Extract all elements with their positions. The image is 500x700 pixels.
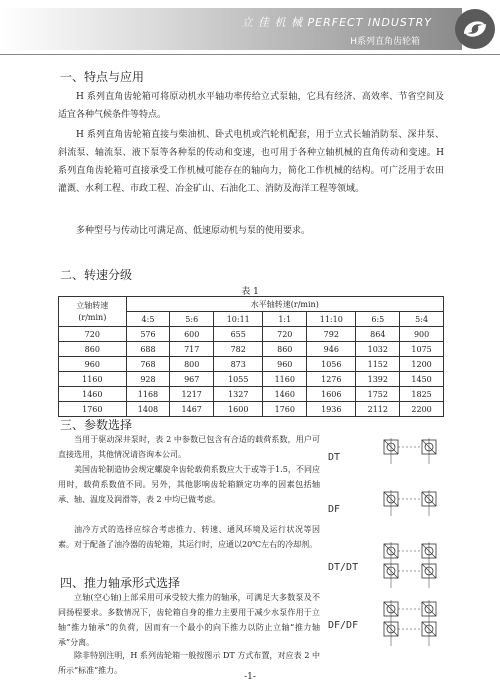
ratio-header-cell: 11:10	[307, 312, 356, 327]
horizontal-speed-cell: 576	[126, 327, 170, 342]
bearing-diagram-dt-dt	[328, 542, 436, 588]
horizontal-speed-cell: 1032	[356, 342, 400, 357]
horizontal-speed-cell: 1825	[400, 387, 444, 402]
company-logo-icon	[454, 8, 496, 50]
ratio-header-cell: 1:1	[263, 312, 307, 327]
horizontal-speed-cell: 864	[356, 327, 400, 342]
horizontal-speed-cell: 860	[263, 342, 307, 357]
table-header-horizontal-speed: 水平轴转速(r/min)	[126, 297, 443, 312]
diagram-label: DT/DT	[328, 562, 359, 573]
section-title-features: 一、特点与应用	[60, 70, 145, 84]
section-title-thrust-bearing: 四、推力轴承形式选择	[60, 576, 181, 590]
horizontal-speed-cell: 1217	[170, 387, 214, 402]
table-row	[59, 342, 444, 357]
horizontal-speed-cell: 900	[400, 327, 444, 342]
horizontal-speed-cell: 1055	[214, 372, 263, 387]
section-title-parameters: 三、参数选择	[60, 418, 133, 432]
table-row	[59, 402, 444, 417]
horizontal-speed-cell: 2112	[356, 402, 400, 417]
header-subtitle: H系列直角齿轮箱	[350, 37, 420, 47]
table-header-vertical-speed	[59, 297, 127, 327]
horizontal-speed-cell: 800	[170, 357, 214, 372]
horizontal-speed-cell: 946	[307, 342, 356, 357]
bearing-diagram-dt	[328, 438, 436, 464]
vertical-speed-cell: 860	[59, 342, 127, 357]
horizontal-speed-cell: 1408	[126, 402, 170, 417]
horizontal-speed-cell: 1600	[214, 402, 263, 417]
speed-table	[58, 296, 444, 417]
horizontal-speed-cell: 1467	[170, 402, 214, 417]
ratio-header-cell: 10:11	[214, 312, 263, 327]
ratio-header-cell: 4:5	[126, 312, 170, 327]
horizontal-speed-cell: 1752	[356, 387, 400, 402]
table-caption: 表 1	[241, 287, 259, 297]
horizontal-speed-cell: 1168	[126, 387, 170, 402]
horizontal-speed-cell: 1152	[356, 357, 400, 372]
vertical-speed-cell: 1160	[59, 372, 127, 387]
horizontal-speed-cell: 960	[263, 357, 307, 372]
horizontal-speed-cell: 1606	[307, 387, 356, 402]
vertical-speed-cell: 1760	[59, 402, 127, 417]
paragraph: 多种型号与传动比可满足高、低速原动机与泵的使用要求。	[76, 226, 311, 236]
horizontal-speed-cell: 688	[126, 342, 170, 357]
horizontal-speed-cell: 1056	[307, 357, 356, 372]
horizontal-speed-cell: 600	[170, 327, 214, 342]
horizontal-speed-cell: 768	[126, 357, 170, 372]
diagram-label: DF	[328, 504, 341, 515]
horizontal-speed-cell: 1160	[263, 372, 307, 387]
paragraph: H 系列直角齿轮箱可将原动机水平轴功率传给立式泵轴，它具有经济、高效率、节省空间及适宜各种气候条件等特点。	[58, 92, 444, 120]
page-header	[0, 0, 500, 58]
paragraph: 当用于驱动深井泵时，表 2 中参数已包含有合适的载荷系数，用户可直接选用，其他情况请咨询本公司。	[58, 435, 320, 459]
diagram-label: DF/DF	[328, 620, 359, 631]
diagram-label: DT	[328, 452, 341, 463]
horizontal-speed-cell: 1460	[263, 387, 307, 402]
paragraph: 美国齿轮制造协会规定螺旋伞齿轮载荷系数应大于或等于1.5，不同应用时，载荷系数值不同。另外，其他影响齿轮箱额定功率的因素包括轴承、轴、温度及润滑等，表 2 中均已做考虑。	[58, 465, 320, 504]
paragraph: 立轴(空心轴)上部采用可承受较大推力的轴承，可满足大多数泵及不同扬程要求。多数情况下，齿轮箱自身的推力主要用于减少水泵作用于立轴“推力轴承”的负荷，因而有一个最小的向下推力以防止立轴“推力轴承”分离。	[58, 593, 320, 647]
header-unit: (r/min)	[78, 312, 107, 322]
horizontal-speed-cell: 1936	[307, 402, 356, 417]
header-title: 立 佳 机 械 PERFECT INDUSTRY	[241, 16, 432, 29]
table-row	[59, 357, 444, 372]
table-row	[59, 387, 444, 402]
paragraph: H 系列直角齿轮箱直接与柴油机、卧式电机或汽轮机配套，用于立式长轴消防泵、深井泵、斜流泵、轴流泵、液下泵等各种泵的传动和变速，也可用于各种立轴机械的直角传动和变速。H 系列直角齿轮箱可直接承受工作机械可能存在的轴向力，简化工作机械的结构。可广泛用于农田灌溉、水利工程、市政工程、冶金矿山、石油化工、消防及海洋工程等领域。	[58, 130, 444, 194]
section-title-speed: 二、转速分级	[60, 268, 133, 282]
horizontal-speed-cell: 1392	[356, 372, 400, 387]
horizontal-speed-cell: 873	[214, 357, 263, 372]
horizontal-speed-cell: 1075	[400, 342, 444, 357]
ratio-header-cell: 5:6	[170, 312, 214, 327]
table-row	[59, 372, 444, 387]
horizontal-speed-cell: 1760	[263, 402, 307, 417]
horizontal-speed-cell: 928	[126, 372, 170, 387]
page-number: -1-	[244, 672, 256, 682]
horizontal-speed-cell: 655	[214, 327, 263, 342]
vertical-speed-cell: 1460	[59, 387, 127, 402]
header-divider	[0, 54, 500, 55]
vertical-speed-cell: 720	[59, 327, 127, 342]
bearing-arrangement-diagram	[326, 436, 442, 664]
horizontal-speed-cell: 967	[170, 372, 214, 387]
horizontal-speed-cell: 1450	[400, 372, 444, 387]
bearing-diagram-df	[328, 490, 436, 516]
horizontal-speed-cell: 720	[263, 327, 307, 342]
paragraph: 除非特别注明，H 系列齿轮箱一般按图示 DT 方式布置，对应表 2 中所示“标准”推力。	[58, 651, 320, 675]
ratio-header-cell: 6:5	[356, 312, 400, 327]
horizontal-speed-cell: 1276	[307, 372, 356, 387]
horizontal-speed-cell: 782	[214, 342, 263, 357]
paragraph: 油冷方式的选择应综合考虑推力、转速、通风环境及运行状况等因素。对于配备了油冷器的齿轮箱，其运行时，应通以20℃左右的冷却剂。	[58, 525, 320, 549]
table-row	[59, 327, 444, 342]
header-label: 立轴转速	[76, 300, 109, 310]
horizontal-speed-cell: 2200	[400, 402, 444, 417]
horizontal-speed-cell: 1327	[214, 387, 263, 402]
ratio-header-cell: 5:4	[400, 312, 444, 327]
horizontal-speed-cell: 792	[307, 327, 356, 342]
horizontal-speed-cell: 717	[170, 342, 214, 357]
horizontal-speed-cell: 1200	[400, 357, 444, 372]
vertical-speed-cell: 960	[59, 357, 127, 372]
bearing-diagram-df-df	[328, 600, 436, 646]
